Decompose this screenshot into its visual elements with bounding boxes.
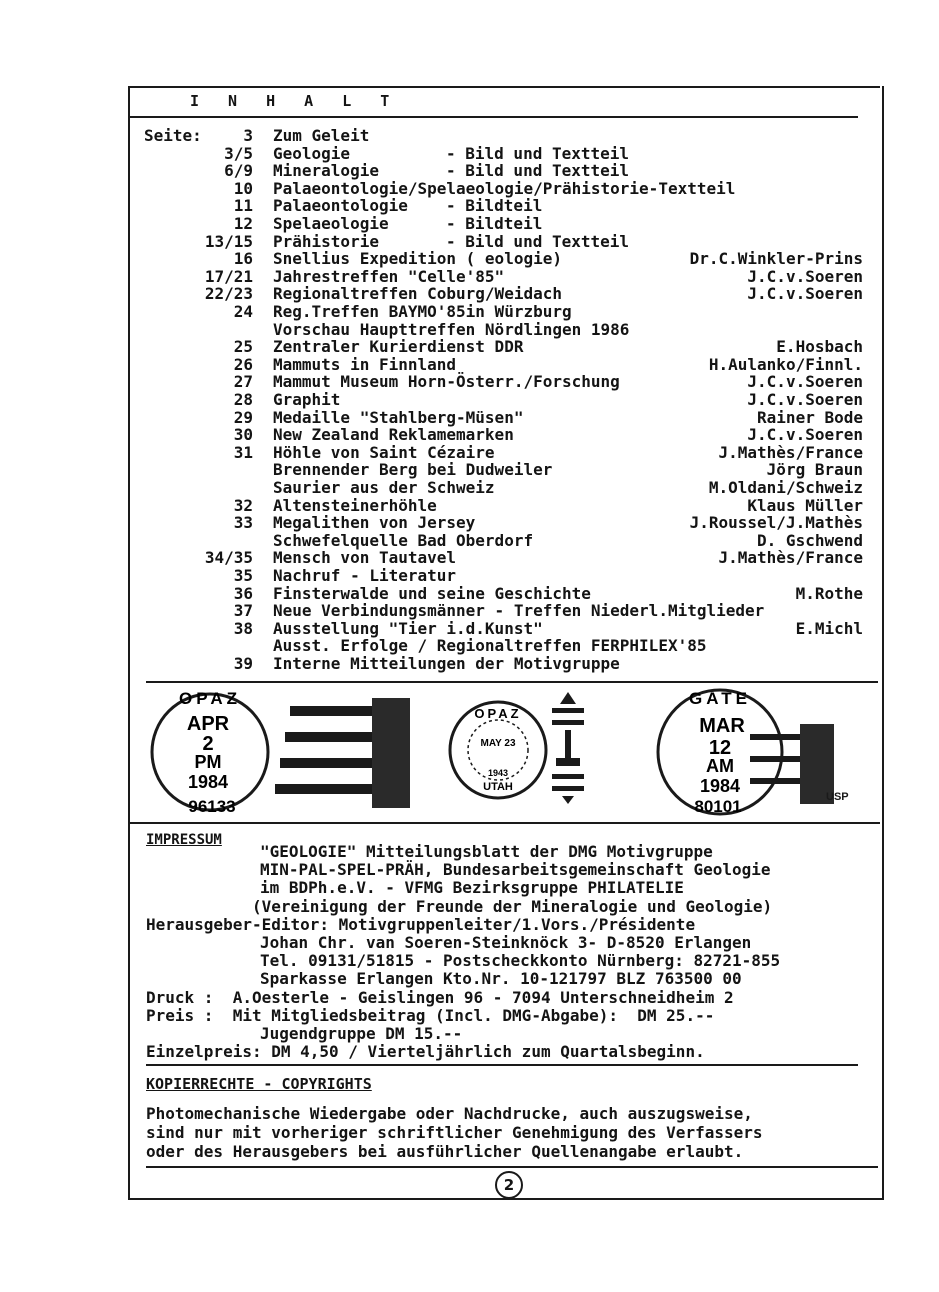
copyright-line: Photomechanische Wiedergabe oder Nachdrucke, auch auszugsweise, <box>146 1104 753 1123</box>
toc-title: Saurier aus der Schweiz <box>273 478 495 497</box>
toc-page-number: 30 <box>233 425 253 445</box>
toc-title: Mammut Museum Horn-Österr./Forschung <box>273 372 620 392</box>
postmark-stamps <box>150 684 870 820</box>
toc-title: Geologie <box>273 143 351 163</box>
toc-row <box>0 337 939 355</box>
toc-title: Ausstellung "Tier i.d.Kunst" <box>273 618 543 638</box>
toc-page-number: 3 <box>243 126 253 145</box>
toc-page-number: 37 <box>233 601 253 621</box>
toc-row <box>0 179 939 197</box>
toc-title: Neue Verbindungsmänner - Treffen Niederl.Mitglieder <box>273 601 765 621</box>
toc-page-number: 34/35 <box>204 548 253 568</box>
toc-author: D. Gschwend <box>757 530 863 550</box>
toc-title: Graphit <box>273 390 341 409</box>
toc-title: Prähistorie <box>273 231 379 251</box>
impressum-line: Johan Chr. van Soeren-Steinknöck 3- D-8520 Erlangen <box>260 933 752 952</box>
impressum-line: im BDPh.e.V. - VFMG Bezirksgruppe PHILATELIE <box>260 878 684 898</box>
toc-page-number: 36 <box>233 583 253 603</box>
impressum-line: Tel. 09131/51815 - Postscheckkonto Nürnberg: 82721-855 <box>260 951 781 971</box>
toc-row <box>0 284 939 302</box>
impressum-line: Jugendgruppe DM 15.-- <box>260 1024 463 1043</box>
copyright-line: oder des Herausgebers bei ausführlicher Quellenangabe erlaubt. <box>146 1142 744 1161</box>
toc-title: Finsterwalde und seine Geschichte <box>273 583 591 603</box>
postmark-right-year: 1984 <box>699 776 741 796</box>
toc-author: E.Michl <box>795 618 863 638</box>
toc-title: Interne Mitteilungen der Motivgruppe <box>273 654 620 673</box>
toc-author: J.Mathès/France <box>718 548 863 568</box>
postmark-middle-date: MAY 23 <box>480 738 516 749</box>
toc-title: Ausst. Erfolge / Regionaltreffen FERPHILEX'85 <box>273 636 707 656</box>
cancel-bars-right <box>750 724 849 804</box>
toc-title: Altensteinerhöhle <box>273 495 437 515</box>
toc-row <box>0 460 939 478</box>
toc-subtitle: - Bildteil <box>446 196 543 216</box>
impressum-line: Druck : A.Oesterle - Geislingen 96 - 7094 Unterschneidheim 2 <box>146 987 734 1007</box>
toc-author: Rainer Bode <box>757 407 863 427</box>
toc-title: Mineralogie <box>273 161 379 181</box>
toc-title: Vorschau Haupttreffen Nördlingen 1986 <box>273 319 630 339</box>
toc-title: New Zealand Reklamemarken <box>273 425 514 445</box>
toc-author: H.Aulanko/Finnl. <box>708 354 863 374</box>
toc-row <box>0 320 939 338</box>
toc-author: J.C.v.Soeren <box>747 390 863 409</box>
postmark-right-zip: 80101 <box>694 797 742 816</box>
toc-title: Mammuts in Finnland <box>273 354 457 374</box>
toc-row <box>0 249 939 267</box>
impressum-bottom-rule <box>146 1064 858 1066</box>
postmark-right-day: 12 <box>708 737 732 759</box>
toc-row <box>0 531 939 549</box>
postmark-right-month: MAR <box>699 715 745 737</box>
toc-row <box>0 214 939 232</box>
toc-author: M.Rothe <box>795 583 863 603</box>
copyright-label: KOPIERRECHTE - COPYRIGHTS <box>146 1075 372 1093</box>
toc-row <box>0 302 939 320</box>
toc-row <box>0 126 939 144</box>
toc-title: Zum Geleit <box>273 126 370 145</box>
impressum-line: Sparkasse Erlangen Kto.Nr. 10-121797 BLZ 763500 00 <box>260 969 742 989</box>
toc-page-number: 12 <box>233 214 253 233</box>
copyright-line: sind nur mit vorheriger schriftlicher Genehmigung des Verfassers <box>146 1123 763 1142</box>
toc-author: J.C.v.Soeren <box>747 266 863 286</box>
toc-title: Jahrestreffen "Celle'85" <box>273 266 505 286</box>
toc-author: Dr.C.Winkler-Prins <box>689 249 863 269</box>
toc-title: Medaille "Stahlberg-Müsen" <box>273 407 524 427</box>
toc-title: Megalithen von Jersey <box>273 513 476 533</box>
postmark-left-year: 1984 <box>187 772 229 792</box>
impressum-line: (Vereinigung der Freunde der Mineralogie und Geologie) <box>252 896 773 916</box>
postmark-right-ampm: AM <box>706 756 734 776</box>
postmark-middle-year: 1943 <box>487 768 509 778</box>
impressum-line: "GEOLOGIE" Mitteilungsblatt der DMG Motivgruppe <box>260 842 713 861</box>
toc-subtitle: - Bild und Textteil <box>446 143 630 163</box>
postmark-middle-bottom: UTAH <box>483 781 513 793</box>
toc-row <box>0 144 939 162</box>
toc-page-number: 24 <box>233 302 253 321</box>
toc-subtitle: - Bildteil <box>446 214 543 233</box>
toc-page-number: 16 <box>233 249 253 269</box>
toc-row <box>0 443 939 461</box>
toc-page-number: 27 <box>233 372 253 392</box>
toc-author: J.Mathès/France <box>718 442 863 462</box>
toc-title: Palaeontologie/Spelaeologie/Prähistorie-Textteil <box>273 178 736 198</box>
toc-row <box>0 196 939 214</box>
postmark-left-top: OPAZ <box>179 689 241 708</box>
toc-page-number: 38 <box>233 618 253 638</box>
impressum-line: Einzelpreis: DM 4,50 / Vierteljährlich zum Quartalsbeginn. <box>146 1042 705 1062</box>
toc-row <box>0 267 939 285</box>
toc-author: J.C.v.Soeren <box>747 425 863 445</box>
toc-row <box>0 408 939 426</box>
toc-subtitle: - Bild und Textteil <box>446 231 630 251</box>
toc-subtitle: - Bild und Textteil <box>446 161 630 181</box>
toc-title: Zentraler Kurierdienst DDR <box>273 337 524 357</box>
postmark-left-month: APR <box>186 713 230 735</box>
toc-page-number: 31 <box>233 442 253 462</box>
toc-row <box>0 548 939 566</box>
toc-author: J.C.v.Soeren <box>747 284 863 304</box>
toc-title: Mensch von Tautavel <box>273 548 457 568</box>
cancel-bars-left <box>275 698 410 808</box>
postmark-middle-top: OPAZ <box>474 706 522 721</box>
toc-page-number: 39 <box>233 654 253 673</box>
postmark-left <box>152 689 268 816</box>
toc-title: Snellius Expedition ( eologie) <box>273 249 562 269</box>
toc-row <box>0 566 939 584</box>
toc-row <box>0 496 939 514</box>
toc-row <box>0 161 939 179</box>
toc-page-number: 33 <box>233 513 253 533</box>
postmark-middle <box>450 702 546 798</box>
copyright-bottom-rule <box>146 1166 878 1168</box>
toc-row <box>0 601 939 619</box>
postmark-left-ampm: PM <box>194 752 222 772</box>
toc-page-number: 25 <box>233 337 253 357</box>
toc-title: Brennender Berg bei Dudweiler <box>273 460 553 480</box>
toc-title: Höhle von Saint Cézaire <box>273 442 495 462</box>
toc-row <box>0 478 939 496</box>
postmark-left-day: 2 <box>202 733 214 755</box>
impressum-line: Herausgeber-Editor: Motivgruppenleiter/1.Vors./Présidente <box>146 914 696 934</box>
toc-row <box>0 372 939 390</box>
toc-page-number: 35 <box>233 566 253 585</box>
toc-page-number: 3/5 <box>224 143 253 163</box>
toc-row <box>0 636 939 654</box>
toc-title: Palaeontologie <box>273 196 408 216</box>
cancel-flag-middle <box>552 692 584 804</box>
toc-page-number: 26 <box>233 354 253 374</box>
toc-row <box>0 619 939 637</box>
page-number: 2 <box>495 1171 523 1199</box>
toc-page-number: 6/9 <box>224 161 253 181</box>
contents-heading: I N H A L T <box>190 92 400 110</box>
postmark-right-mark: USP <box>826 791 849 803</box>
toc-title: Schwefelquelle Bad Oberdorf <box>273 530 534 550</box>
toc-page-number: 32 <box>233 495 253 515</box>
heading-rule <box>130 116 858 118</box>
toc-title: Reg.Treffen BAYMO'85in Würzburg <box>273 302 572 321</box>
toc-title: Nachruf - Literatur <box>273 566 457 585</box>
toc-author: E.Hosbach <box>776 337 863 357</box>
toc-page-number: 22/23 <box>204 284 253 304</box>
toc-title: Spelaeologie <box>273 214 389 233</box>
toc-author: J.Roussel/J.Mathès <box>689 513 863 533</box>
toc-row <box>0 513 939 531</box>
impressum-line: Preis : Mit Mitgliedsbeitrag (Incl. DMG-Abgabe): DM 25.-- <box>146 1005 715 1025</box>
toc-page-number: 13/15 <box>204 231 253 251</box>
toc-author: Jörg Braun <box>766 460 863 480</box>
toc-author: Klaus Müller <box>747 495 863 515</box>
toc-row <box>0 425 939 443</box>
stamps-bottom-rule <box>130 822 880 824</box>
postmark-right-top: GATE <box>689 689 751 708</box>
toc-page-number: 10 <box>233 178 253 198</box>
toc-row <box>0 584 939 602</box>
toc-row <box>0 390 939 408</box>
toc-page-number: 29 <box>233 407 253 427</box>
postmark-right <box>658 689 782 816</box>
seite-label: Seite: <box>144 126 202 145</box>
impressum-line: MIN-PAL-SPEL-PRÄH, Bundesarbeitsgemeinschaft Geologie <box>260 860 771 880</box>
toc-row <box>0 232 939 250</box>
toc-author: M.Oldani/Schweiz <box>708 478 863 497</box>
toc-row <box>0 355 939 373</box>
toc-page-number: 28 <box>233 390 253 409</box>
impressum-label: IMPRESSUM <box>146 832 222 848</box>
toc-row <box>0 654 939 672</box>
toc-page-number: 11 <box>233 196 253 216</box>
toc-author: J.C.v.Soeren <box>747 372 863 392</box>
toc-title: Regionaltreffen Coburg/Weidach <box>273 284 562 304</box>
toc-bottom-rule <box>146 681 878 683</box>
toc-page-number: 17/21 <box>204 266 253 286</box>
postmark-left-zip: 96133 <box>188 797 236 816</box>
